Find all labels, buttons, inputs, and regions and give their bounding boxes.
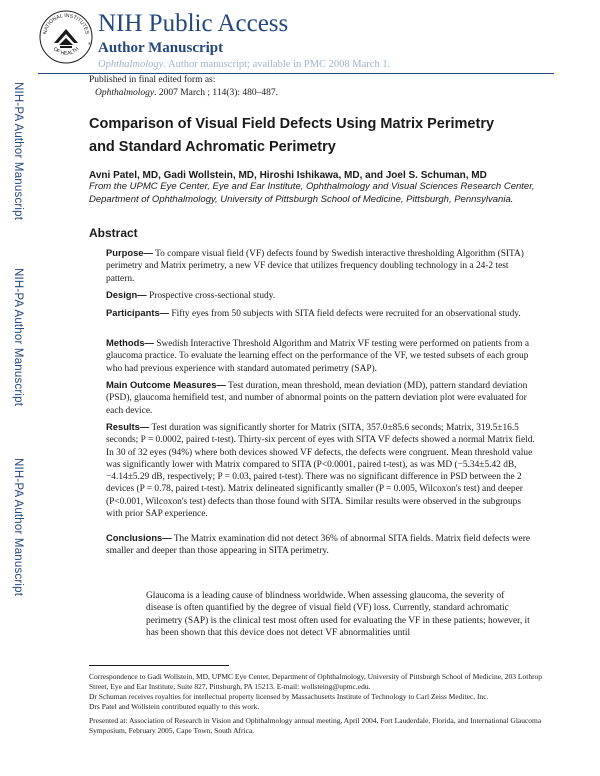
footnote-equal: Drs Patel and Wollstein contributed equally to this work. (89, 702, 260, 711)
abstract-methods (106, 337, 538, 375)
results-text: Test duration was significantly shorter for Matrix (SITA, 357.0±85.6 seconds; Matrix, 319.5±16.5 seconds; P = 0.0002, paired t-test). Thirty-six percent of eyes with SITA VF defects showed a normal Matrix field. In 30 of 32 eyes (94%) where both devices showed VF defects, the defects were congruent. Mean threshold value was significantly lower with Matrix compared to SITA (P<0.0001, paired t-test), as was MD (−5.34±5.42 dB, −4.14±5.29 dB, respectively; P = 0.03, paired t-test). There was no significant difference in PSD between the 2 devices (P = 0.78, paired t-test). Matrix delineated significantly smaller (P = 0.005, Wilcoxon's test) and deeper (P<0.001, Wilcoxon's test) defects than those found with SITA. Similar results were observed in the subgroups with prior SAP experience. (106, 423, 535, 520)
citation-line (95, 88, 278, 98)
outcome-text: Test duration, mean threshold, mean deviation (MD), pattern standard deviation (PSD), glaucoma hemifield test, and number of abnormal points on the pattern deviation plot were evaluated for each device. (106, 381, 528, 416)
header-title: NIH Public Access (98, 10, 289, 37)
footnote-presented: Presented at: Association of Research in Vision and Ophthalmology annual meeting, April 2004, Fort Lauderdale, Florida, and International Glaucoma Symposium, February 2005, Cape Town, South Africa. (89, 716, 542, 735)
abstract-heading: Abstract (89, 226, 138, 240)
design-text: Prospective cross-sectional study. (148, 291, 276, 301)
methods-text: Swedish Interactive Threshold Algorithm and Matrix VF testing were performed on patients from a glaucoma practice. To evaluate the learning effect on the performance of the VF, we tested subsets of each group who had previous experience with standard automated perimetry (SAP). (106, 339, 530, 374)
abstract-conclusions (106, 532, 538, 558)
methods-label: Methods— (106, 337, 154, 348)
footnote-rule (89, 665, 229, 666)
intro-paragraph: Glaucoma is a leading cause of blindness worldwide. When assessing glaucoma, the severity of disease is often quantified by the degree of visual field (VF) loss. Currently, standard achromatic perimetry (SAP) is the clinical test most often used for evaluating the VF in these patients; however, it has been shown that this device does not detect VF abnormalities until (146, 591, 530, 638)
authors: Avni Patel, MD, Gadi Wollstein, MD, Hiroshi Ishikawa, MD, and Joel S. Schuman, MD (89, 170, 487, 181)
participants-label: Participants— (106, 307, 170, 318)
abstract-participants (106, 307, 538, 320)
citation-details: . 2007 March ; 114(3): 480–487. (154, 88, 279, 98)
purpose-text: To compare visual field (VF) defects found by Swedish interactive thresholding Algorithm (SITA) perimetry and Matrix perimetry, a new VF device that utilizes frequency doubling technology in a 24-2 test pattern. (106, 249, 524, 284)
design-label: Design— (106, 289, 147, 300)
citation-journal: Ophthalmology (95, 88, 155, 98)
article-title: Comparison of Visual Field Defects Using Matrix Perimetry and Standard Achromatic Perimetry (89, 116, 495, 155)
abstract-outcome (106, 379, 538, 417)
results-label: Results— (106, 421, 150, 432)
eagle-icon (54, 29, 78, 48)
availability-text: . Author manuscript; available in PMC 2008 March 1. (163, 59, 391, 70)
conclusions-label: Conclusions— (106, 532, 172, 543)
abstract-purpose (106, 247, 538, 285)
outcome-label: Main Outcome Measures— (106, 379, 226, 390)
availability-line (98, 59, 390, 70)
participants-text: Fifty eyes from 50 subjects with SITA field defects were recruited for an observational study. (171, 309, 521, 319)
logo-arc-top: NATIONAL INSTITUTES (42, 12, 90, 35)
footnote-correspondence: Correspondence to Gadi Wollstein, MD, UPMC Eye Center, Department of Ophthalmology, University of Pittsburgh School of Medicine, 203 Lothrop Street, Eye and Ear Institute, Suite 827, Pittsburgh, PA 15213. E-mail: wollsteing@upmc.edu. (89, 672, 543, 691)
abstract-results (106, 421, 538, 520)
sidebar-label: NIH-PA Author Manuscript (12, 458, 24, 597)
abstract-design (106, 289, 538, 302)
sidebar-label: NIH-PA Author Manuscript (12, 268, 24, 407)
header-subtitle: Author Manuscript (98, 40, 224, 56)
nih-hhs-logo (38, 9, 94, 65)
affiliation: From the UPMC Eye Center, Eye and Ear Institute, Ophthalmology and Visual Sciences Research Center, Department of Ophthalmology, University of Pittsburgh School of Medicine, Pittsburgh, Pennsylvania. (89, 181, 535, 205)
published-line: Published in final edited form as: (89, 75, 216, 85)
footnote-royalties: Dr Schuman receives royalties for intellectual property licensed by Massachusetts Institute of Technology to Carl Zeiss Meditec, Inc. (89, 692, 489, 701)
purpose-label: Purpose— (106, 247, 153, 258)
header-rule (38, 73, 554, 74)
sidebar-label: NIH-PA Author Manuscript (12, 82, 24, 221)
conclusions-text: The Matrix examination did not detect 36% of abnormal SITA fields. Matrix field defects were smaller and deeper than those appearing in SITA perimetry. (106, 534, 530, 557)
registered-mark: ® (88, 41, 91, 46)
availability-journal: Ophthalmology (98, 59, 164, 70)
logo-arc-bottom: OF HEALTH (51, 46, 81, 57)
